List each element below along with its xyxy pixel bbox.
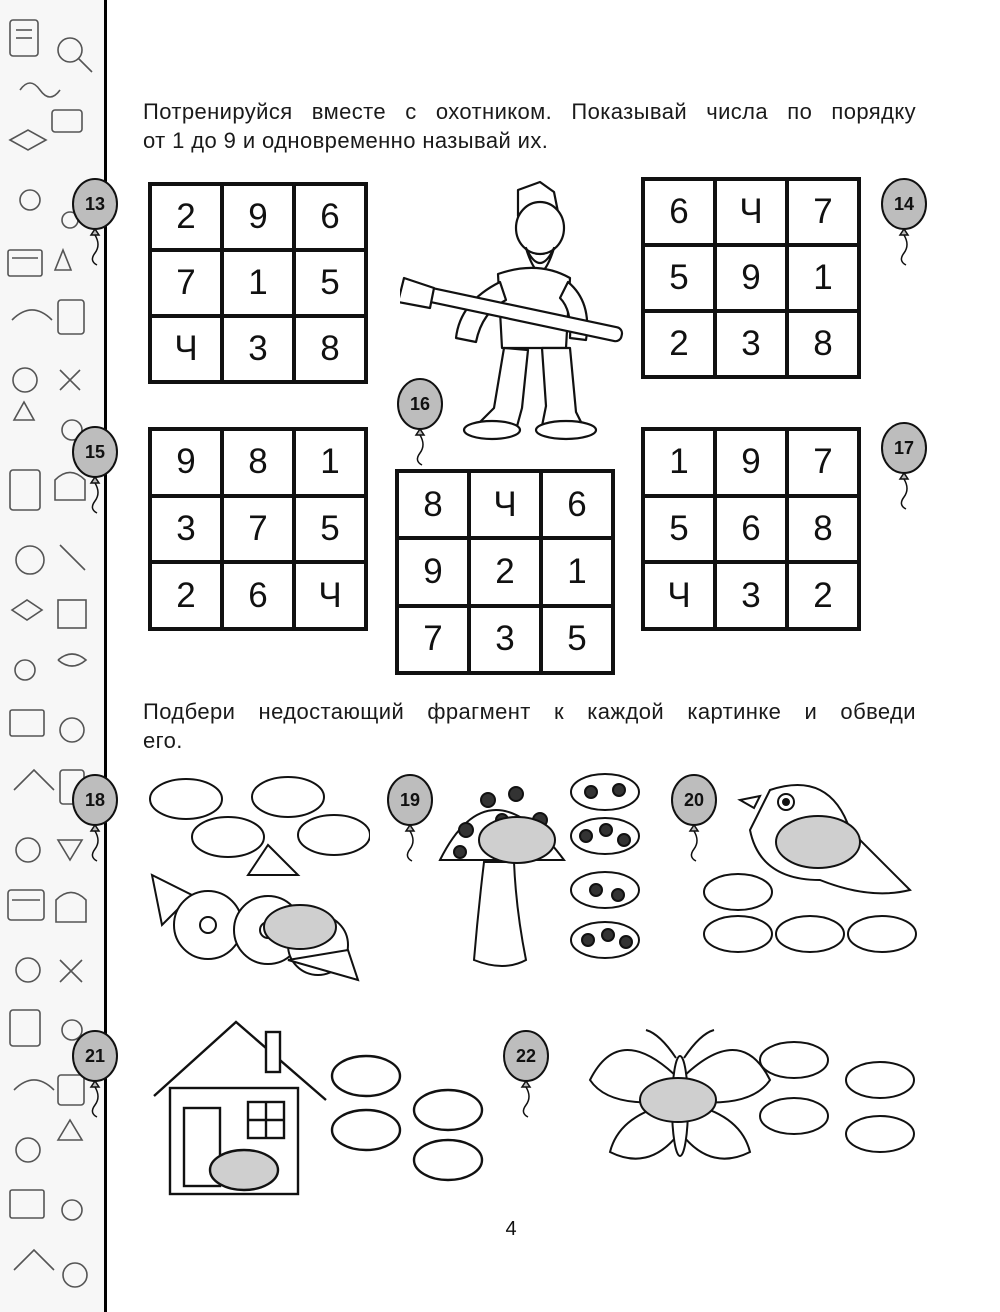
grid-cell[interactable]: 6 [715,496,787,563]
task-instructions-2 [143,697,916,755]
task-number: 19 [399,790,421,810]
balloon-icon [71,774,119,862]
page-number: 4 [505,1218,517,1240]
fragment-option[interactable] [846,1062,914,1098]
missing-piece-slot [264,905,336,949]
balloon-icon [71,426,119,514]
balloon-badge [71,178,119,266]
balloon-icon [71,178,119,266]
mushroom-puzzle [436,770,646,970]
grid-cell[interactable]: 3 [222,316,294,382]
grid-cell[interactable]: 6 [294,184,366,250]
grid-cell[interactable]: 1 [294,429,366,496]
task-number: 14 [893,194,915,214]
grid-cell[interactable]: Ч [150,316,222,382]
grid-cell[interactable]: 9 [715,245,787,311]
flowers-puzzle [148,775,370,985]
grid-cell[interactable]: 9 [715,429,787,496]
task-number: 20 [683,790,705,810]
balloon-badge [71,1030,119,1118]
bird-puzzle [700,770,922,962]
grid-cell[interactable]: 7 [787,429,859,496]
instruction-line: Потренируйся вместе с охотником. Показывай числа по порядку [143,99,916,124]
balloon-badge [386,774,434,862]
balloon-badge [880,178,928,266]
grid-cell[interactable]: 1 [222,250,294,316]
missing-piece-slot [640,1078,716,1122]
grid-cell[interactable]: 9 [150,429,222,496]
grid-cell[interactable]: 7 [787,179,859,245]
fragment-option[interactable] [704,916,772,952]
task-number: 21 [84,1046,106,1066]
grid-cell[interactable]: 2 [643,311,715,377]
grid-cell[interactable]: 8 [222,429,294,496]
grid-cell[interactable]: 5 [294,250,366,316]
number-grid-15 [148,427,368,631]
task-number: 18 [84,790,106,810]
grid-cell[interactable]: 7 [150,250,222,316]
task-instructions-1 [143,97,916,155]
fragment-option[interactable] [298,815,370,855]
grid-cell[interactable]: 9 [222,184,294,250]
number-grid-17 [641,427,861,631]
grid-cell[interactable]: 5 [643,245,715,311]
grid-cell[interactable]: 2 [469,538,541,605]
fragment-option[interactable] [760,1098,828,1134]
butterfly-puzzle [580,1020,920,1180]
fragment-option[interactable] [846,1116,914,1152]
grid-cell[interactable]: 2 [150,184,222,250]
instruction-line: Подбери недостающий фрагмент к каждой картинке и обведи [143,699,916,724]
fragment-option[interactable] [192,817,264,857]
grid-cell[interactable]: 1 [541,538,613,605]
grid-cell[interactable]: 8 [787,311,859,377]
house-puzzle [148,1018,508,1198]
balloon-icon [880,178,928,266]
missing-piece-slot [210,1150,278,1190]
task-number: 17 [893,438,915,458]
balloon-icon [670,774,718,862]
number-grid-16 [395,469,615,675]
balloon-badge [880,422,928,510]
balloon-badge [71,426,119,514]
task-number: 22 [515,1046,537,1066]
grid-cell[interactable]: 3 [150,496,222,563]
grid-cell[interactable]: 1 [643,429,715,496]
grid-cell[interactable]: 6 [222,562,294,629]
balloon-badge [396,378,444,466]
number-grid-14 [641,177,861,379]
fragment-option[interactable] [414,1090,482,1130]
fragment-option[interactable] [848,916,916,952]
fragment-option[interactable] [571,872,639,908]
grid-cell[interactable]: 5 [294,496,366,563]
fragment-option[interactable] [252,777,324,817]
grid-cell[interactable]: 3 [715,311,787,377]
balloon-icon [880,422,928,510]
fragment-option[interactable] [414,1140,482,1180]
task-number: 13 [84,194,106,214]
grid-cell[interactable]: 6 [541,471,613,538]
number-grid-13 [148,182,368,384]
balloon-icon [71,1030,119,1118]
grid-cell[interactable]: 3 [715,562,787,629]
instruction-line: от 1 до 9 и одновременно называй их. [143,128,549,153]
grid-cell[interactable]: Ч [643,562,715,629]
fragment-option[interactable] [776,916,844,952]
grid-cell[interactable]: 2 [787,562,859,629]
grid-cell[interactable]: 7 [397,606,469,673]
fragment-option[interactable] [332,1110,400,1150]
balloon-badge [502,1030,550,1118]
missing-piece-slot [479,817,555,863]
balloon-icon [386,774,434,862]
fragment-option[interactable] [332,1056,400,1096]
grid-cell[interactable]: 6 [643,179,715,245]
balloon-badge [670,774,718,862]
grid-cell[interactable]: Ч [715,179,787,245]
grid-cell[interactable]: 8 [294,316,366,382]
balloon-icon [396,378,444,466]
grid-cell[interactable]: 9 [397,538,469,605]
fragment-option[interactable] [571,774,639,810]
task-number: 15 [84,442,106,462]
grid-cell[interactable]: 5 [643,496,715,563]
balloon-badge [71,774,119,862]
grid-cell[interactable]: 8 [397,471,469,538]
grid-cell[interactable]: Ч [294,562,366,629]
grid-cell[interactable]: 3 [469,606,541,673]
task-number: 16 [409,394,431,414]
instruction-line: его. [143,728,183,753]
grid-cell[interactable]: Ч [469,471,541,538]
fragment-option[interactable] [150,779,222,819]
balloon-icon [502,1030,550,1118]
grid-cell[interactable]: 7 [222,496,294,563]
fragment-option[interactable] [760,1042,828,1078]
grid-cell[interactable]: 1 [787,245,859,311]
grid-cell[interactable]: 5 [541,606,613,673]
grid-cell[interactable]: 2 [150,562,222,629]
missing-piece-slot [776,816,860,868]
fragment-option[interactable] [704,874,772,910]
grid-cell[interactable]: 8 [787,496,859,563]
